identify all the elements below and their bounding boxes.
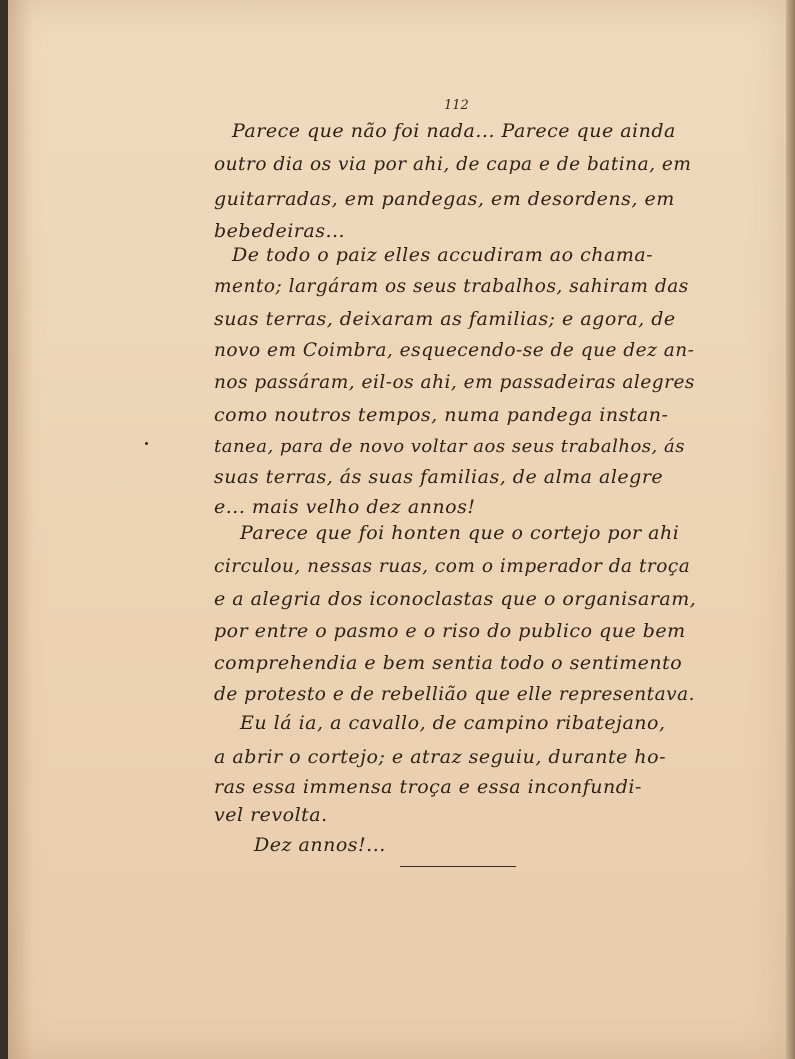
text-line: a abrir o cortejo; e atraz seguiu, durante ho-	[214, 746, 666, 768]
text-line: e a alegria dos iconoclastas que o organisaram,	[214, 588, 697, 610]
text-line: comprehendia e bem sentia todo o sentimento	[214, 652, 683, 674]
text-line: de protesto e de rebellião que elle representava.	[214, 684, 696, 705]
text-line: suas terras, deixaram as familias; e agora, de	[214, 308, 676, 330]
text-line: Eu lá ia, a cavallo, de campino ribatejano,	[240, 712, 666, 734]
text-line: circulou, nessas ruas, com o imperador da troça	[214, 556, 691, 577]
text-line: Parece que não foi nada... Parece que ainda	[232, 120, 676, 142]
text-line: Dez annos!...	[254, 834, 386, 856]
manuscript-page	[8, 0, 786, 1059]
text-line: bebedeiras...	[214, 220, 346, 242]
page-right-edge	[786, 0, 795, 1059]
page-left-shadow	[8, 0, 32, 1059]
text-line: vel revolta.	[214, 804, 328, 826]
text-line: suas terras, ás suas familias, de alma alegre	[214, 466, 664, 488]
text-line: novo em Coimbra, esquecendo-se de que dez an-	[214, 340, 695, 361]
text-line: e... mais velho dez annos!	[214, 496, 476, 518]
text-line: nos passáram, eil-os ahi, em passadeiras alegres	[214, 372, 695, 393]
text-line: De todo o paiz elles accudiram ao chama-	[232, 244, 654, 266]
text-line: ras essa immensa troça e essa inconfundi-	[214, 776, 642, 798]
text-line: tanea, para de novo voltar aos seus trabalhos, ás	[214, 436, 685, 457]
text-line: como noutros tempos, numa pandega instan-	[214, 404, 669, 426]
closing-rule	[400, 866, 516, 867]
text-line: Parece que foi honten que o cortejo por ahi	[240, 522, 680, 544]
text-line: por entre o pasmo e o riso do publico que bem	[214, 620, 686, 642]
page-number: 112	[444, 98, 469, 113]
text-line: guitarradas, em pandegas, em desordens, em	[214, 188, 675, 210]
text-line: outro dia os via por ahi, de capa e de batina, em	[214, 154, 692, 175]
text-line: mento; largáram os seus trabalhos, sahiram das	[214, 276, 689, 297]
ink-mark	[145, 442, 148, 445]
